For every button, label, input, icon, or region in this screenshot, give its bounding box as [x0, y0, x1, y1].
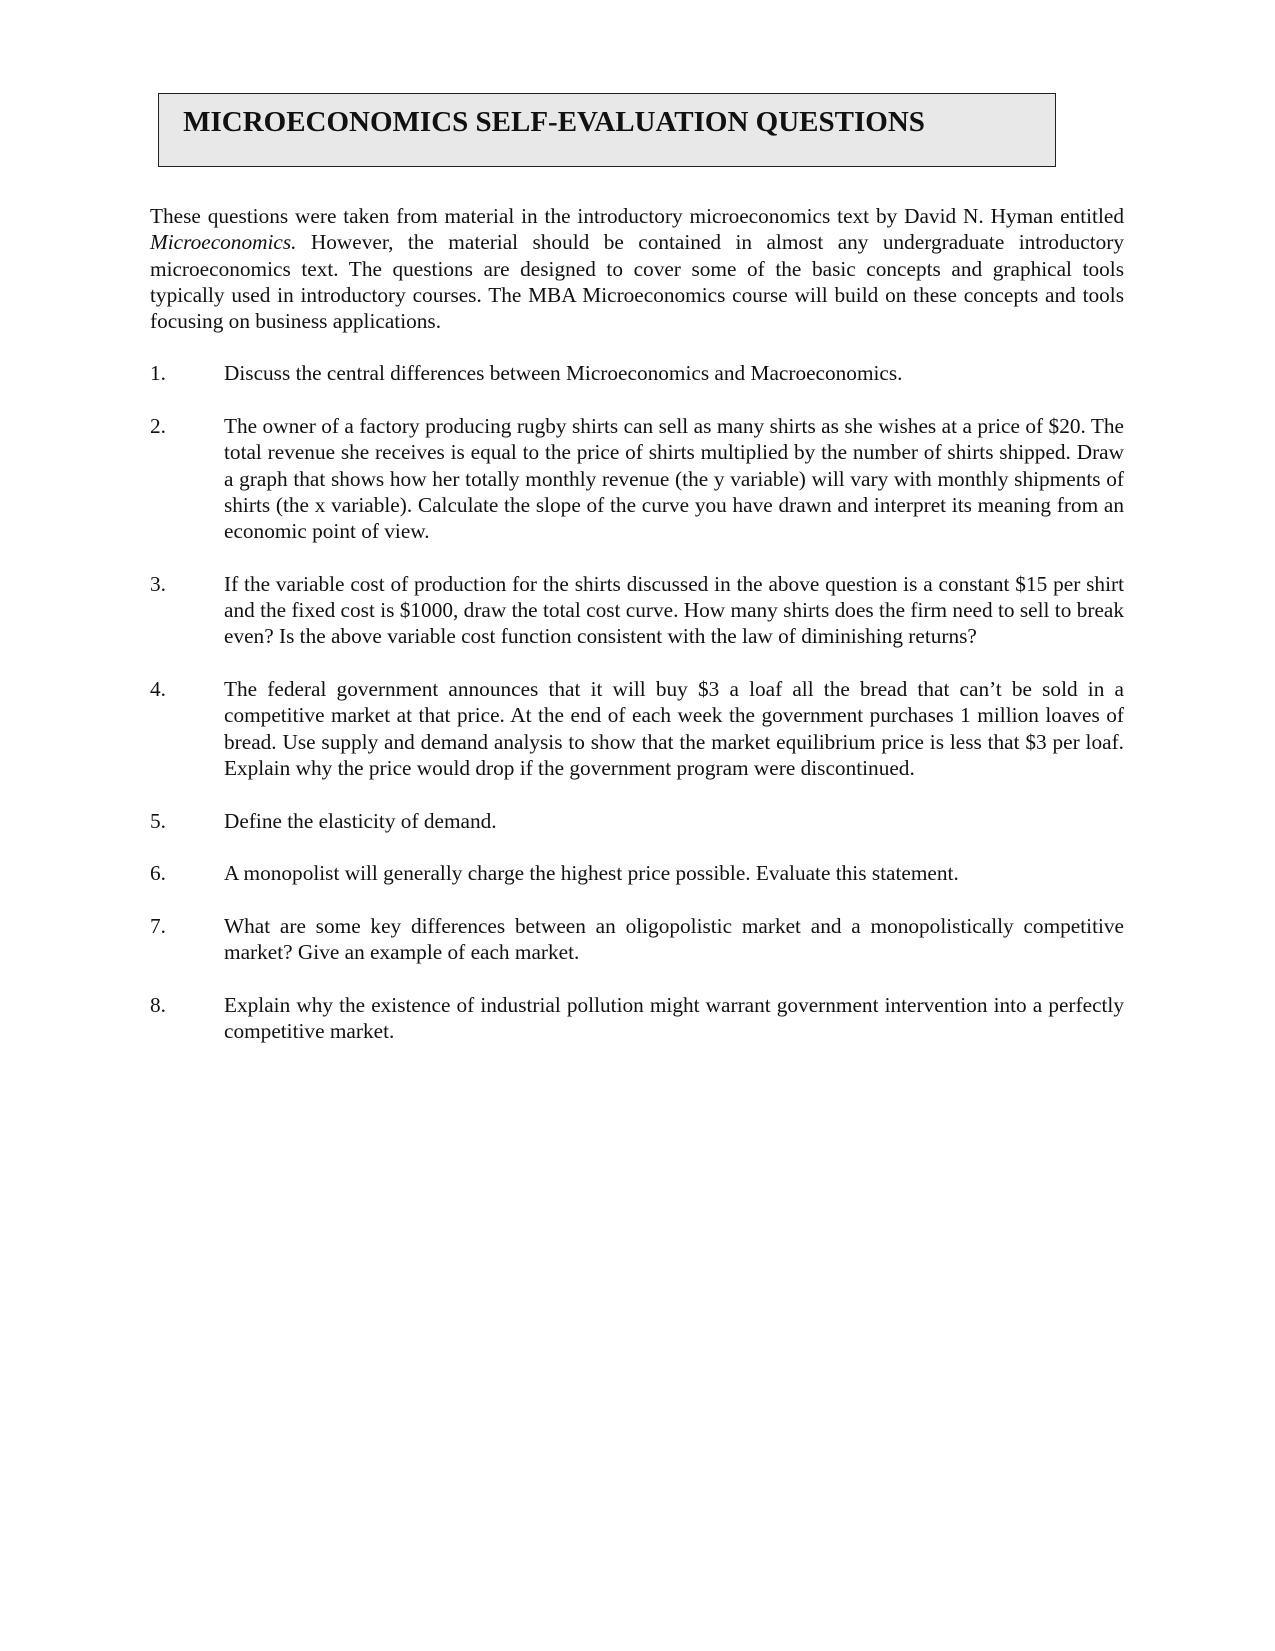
question-3 [150, 571, 1124, 650]
intro-text-start: These questions were taken from material in the introductory microeconomics text by David N. Hyman entitled [150, 204, 1124, 228]
question-8 [150, 992, 1124, 1045]
question-text: A monopolist will generally charge the highest price possible. Evaluate this statement. [224, 861, 959, 886]
question-number: 3. [150, 571, 166, 596]
title-box [158, 93, 1056, 167]
question-text: If the variable cost of production for the shirts discussed in the above question is a constant $15 per shirt and the fixed cost is $1000, draw the total cost curve. How many shirts does the firm need to sell to break even? Is the above variable cost function consistent with the law of diminishing returns? [224, 571, 1124, 649]
question-number: 6. [150, 861, 166, 886]
question-text: Define the elasticity of demand. [224, 808, 497, 833]
question-number: 7. [150, 913, 166, 938]
question-text: The federal government announces that it will buy $3 a loaf all the bread that can’t be sold in a competitive market at that price. At the end of each week the government purchases 1 million loaves of bread. Use supply and demand analysis to show that the market equilibrium price is less that $3 per loaf. Explain why the price would drop if the government program were discontinued. [224, 677, 1124, 780]
book-title: Microeconomics. [150, 230, 297, 255]
question-7 [150, 913, 1124, 966]
question-number: 4. [150, 677, 166, 702]
question-4 [150, 676, 1124, 781]
intro-text-end: However, the material should be contained in almost any undergraduate introductory microeconomics text. The questions are designed to cover some of the basic concepts and graphical tools typically used in introductory courses. The MBA Microeconomics course will build on these concepts and tools focusing on business applications. [150, 230, 1124, 334]
question-5 [150, 808, 1124, 834]
question-number: 8. [150, 992, 166, 1017]
document-body [150, 203, 1124, 1071]
question-number: 1. [150, 361, 166, 386]
intro-paragraph [150, 203, 1124, 334]
question-number: 2. [150, 414, 166, 439]
page-title: MICROECONOMICS SELF-EVALUATION QUESTIONS [183, 106, 925, 138]
question-text: What are some key differences between an oligopolistic market and a monopolistically competitive market? Give an example of each market. [224, 913, 1124, 965]
question-text: The owner of a factory producing rugby shirts can sell as many shirts as she wishes at a price of $20. The total revenue she receives is equal to the price of shirts multiplied by the number of shirts shipped. Draw a graph that shows how her totally monthly revenue (the y variable) will vary with monthly shipments of shirts (the x variable). Calculate the slope of the curve you have drawn and interpret its meaning from an economic point of view. [224, 414, 1124, 544]
question-number: 5. [150, 808, 166, 833]
question-2 [150, 413, 1124, 544]
question-6 [150, 860, 1124, 886]
question-1 [150, 360, 1124, 386]
question-text: Discuss the central differences between Microeconomics and Macroeconomics. [224, 361, 903, 386]
question-text: Explain why the existence of industrial pollution might warrant government intervention into a perfectly competitive market. [224, 992, 1124, 1043]
